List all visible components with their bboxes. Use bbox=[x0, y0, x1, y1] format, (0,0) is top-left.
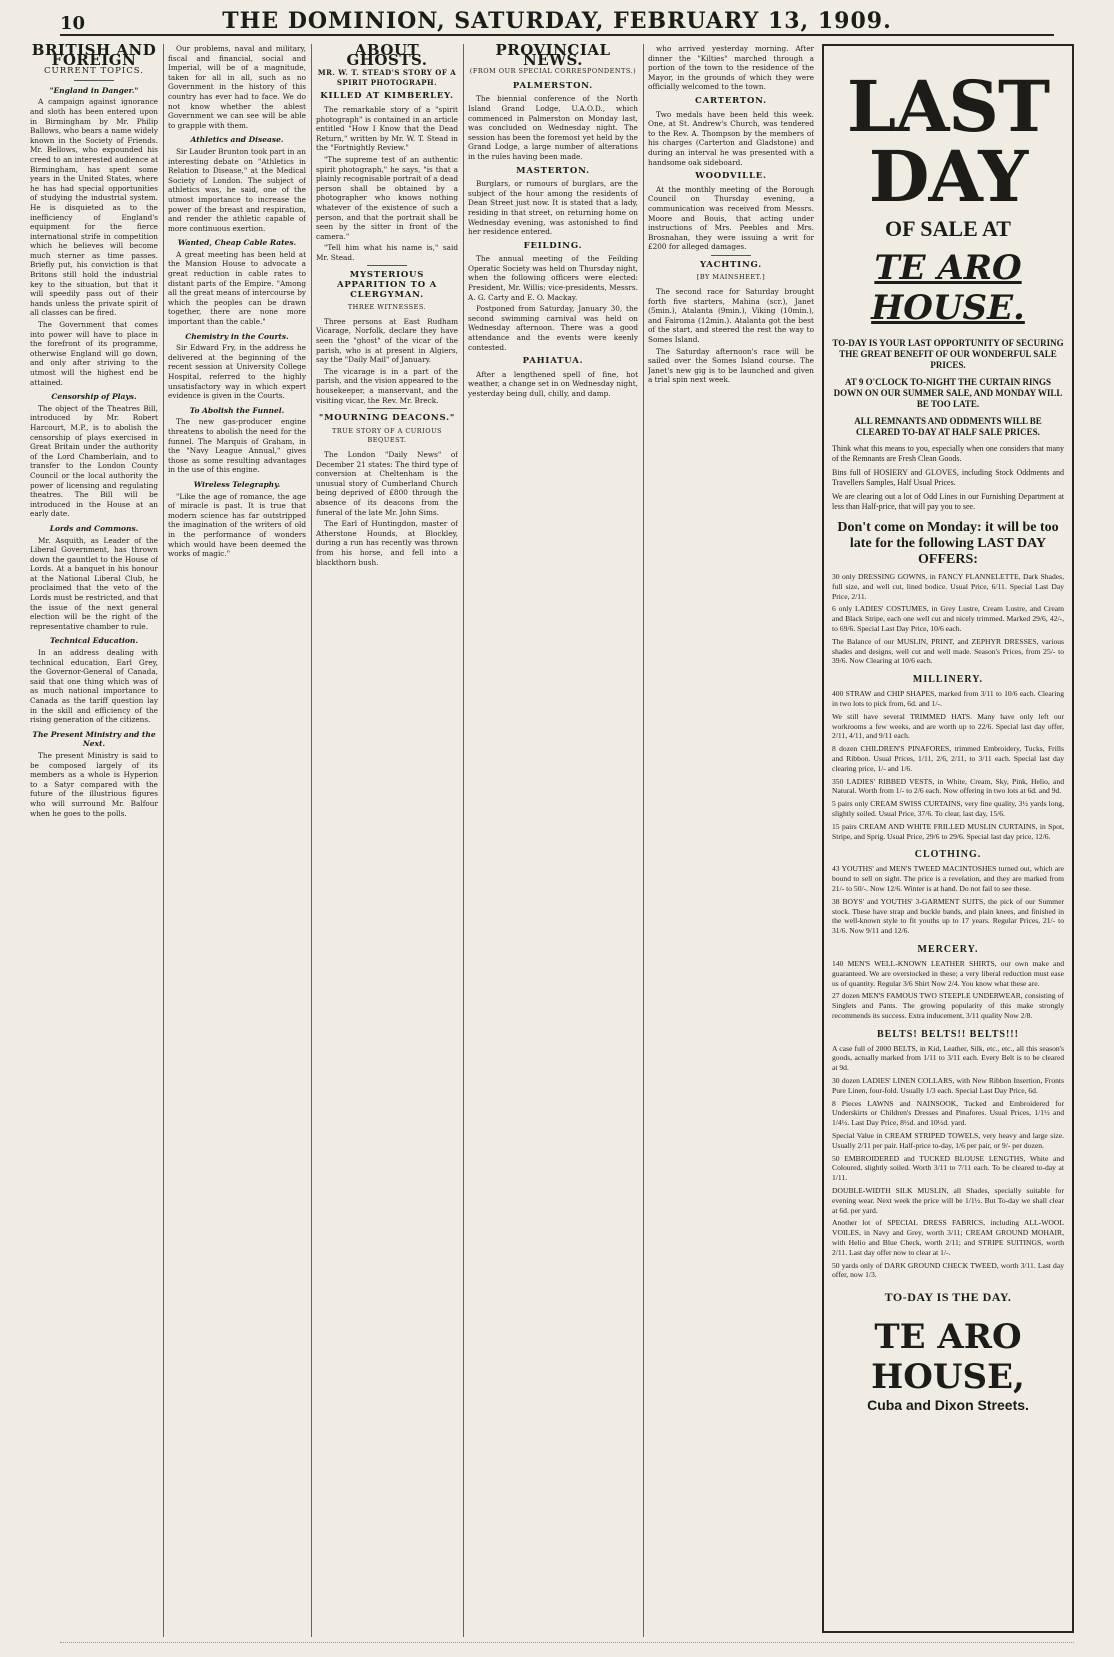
paragraph: At the monthly meeting of the Borough Council on Thursday evening, a communication was received from Messrs. Moore and Bouis, that acting under instructions of Mrs. Peebles and Mrs. Brosnahan, they were issuing a writ for £200 for alleged damages. bbox=[648, 184, 814, 252]
town-heading: PALMERSTON. bbox=[512, 80, 594, 91]
topic-heading: The Present Ministry and the Next. bbox=[32, 729, 156, 749]
kicker-heading: MYSTERIOUS APPARITION TO A CLERGYMAN. bbox=[336, 270, 438, 300]
paragraph: Burglars, or rumours of burglars, are the subject of the hour among the residents of Dean Street just now. It is stated that a lady, residing in that street, on returning home on Wednesday evening, was astonished to find her residence entered. bbox=[468, 179, 638, 237]
page-number: 10 bbox=[60, 13, 86, 34]
column-provincial-continued bbox=[648, 44, 814, 1637]
ad-item: Another lot of SPECIAL DRESS FABRICS, including ALL-WOOL VOILES, in Navy and Grey, worth 3/11; CREAM GROUND MOHAIR, with Helio and Blue Check, worth 2/11; and STRIPE SUITINGS, worth 2/11. Last day offer now to clear at 1/-. bbox=[832, 1218, 1064, 1257]
paragraph: A campaign against ignorance and sloth has been entered upon in Birmingham by Mr. Philip Ballows, who bears a name widely known in the Society of Friends. Mr. Bellows, who expounded his creed to an interested audience at Birmingham, has spent some years in the United States, where he has had special opportunities of studying the industrial system. He is disquieted as to the inefficiency of England's equipment for the fierce international strife in competition which he believes will become much sterner as time passes. Briefly put, his conviction is that Britons still hold the industrial key to the situation, but that it will speedily pass out of their hands unless the private spirit of all classes can be fired. bbox=[30, 97, 158, 318]
paragraph: The biennial conference of the North Island Grand Lodge, U.A.O.D., which commenced in Palmerston on Monday last, was concluded on Wednesday night. The session has been the foremost yet held by the Grand Lodge, a large number of alterations in the rules having been made. bbox=[468, 94, 638, 161]
ad-store-name: TE ARO HOUSE. bbox=[871, 248, 1025, 328]
topic-heading: Lords and Commons. bbox=[49, 523, 139, 533]
paragraph: "Like the age of romance, the age of miracle is past. It is true that modern science has far outstripped the imagination of the writers of old in the performance of wonders which would have been deemed the works of magic." bbox=[168, 491, 306, 559]
ad-notice: ALL REMNANTS AND ODDMENTS WILL BE CLEARED TO-DAY AT HALF SALE PRICES. bbox=[854, 416, 1042, 437]
town-heading: PAHIATUA. bbox=[522, 356, 584, 367]
paragraph: In an address dealing with technical education, Earl Grey, the Governor-General of Canada, said that one thing which was of as much national importance to Canada as the tariff question lay in the skill and efficiency of the rising generation of the citizens. bbox=[30, 648, 158, 725]
section-heading-yachting: YACHTING. bbox=[699, 259, 763, 270]
topic-heading: Athletics and Disease. bbox=[190, 135, 284, 145]
ad-dont-come-monday: Don't come on Monday: it will be too late for the following LAST DAY OFFERS: bbox=[837, 520, 1059, 567]
section-subheading: MR. W. T. STEAD'S STORY OF A SPIRIT PHOTOGRAPH. bbox=[317, 68, 457, 87]
column-provincial-news bbox=[468, 44, 638, 1637]
paragraph: The new gas-producer engine threatens to abolish the need for the funnel. The Marquis of Graham, in the "Navy League Annual," gives those as some resulting advantages in the use of this engine. bbox=[168, 417, 306, 475]
town-heading: CARTERTON. bbox=[695, 95, 767, 106]
ad-item: 30 only DRESSING GOWNS, in FANCY FLANNELETTE, Dark Shades, full size, and well cut, lined bodice. Usual Price, 6/11. Special Last Day Price, 2/11. bbox=[832, 572, 1064, 601]
paragraph: A great meeting has been held at the Mansion House to advocate a great reduction in cable rates to distant parts of the Empire. "Among all the great means of intercourse by which the peoples can be drawn together, there are none more important than the cable." bbox=[168, 249, 306, 327]
ad-item: 8 Pieces LAWNS and NAINSOOK, Tucked and Embroidered for Underskirts or Children's Dresses and Pinafores. Usual Prices, 1/1½ and 1/4½. Last Day Price, 8½d. and 10½d. yard. bbox=[832, 1098, 1064, 1128]
section-subheading: CURRENT TOPICS. bbox=[44, 66, 144, 77]
section-heading: PROVINCIAL NEWS. bbox=[495, 44, 611, 69]
topic-heading: Technical Education. bbox=[50, 636, 138, 646]
ad-section-millinery: MILLINERY. bbox=[912, 674, 984, 686]
ad-item: 15 pairs CREAM AND WHITE FRILLED MUSLIN CURTAINS, in Spot, Stripe, and Sprig. Usual Price, 29/6 to 29/6. Special last day price, 12/6. bbox=[832, 821, 1064, 841]
paragraph: The object of the Theatres Bill, introduced by Mr. Robert Harcourt, M.P., is to abolish the censorship of plays exercised in Great Britain under the authority of the Lord Chamberlain, and to transfer to the London County Council or the local authority the power of licensing and regulating theatres. The Bill will be introduced in the House at an early date. bbox=[30, 403, 158, 519]
ad-item: 30 dozen LADIES' LINEN COLLARS, with New Ribbon Insertion, Fronts Pure Linen, four-fold. Usually 1/3 each. Special Last Day Price, 6d. bbox=[832, 1076, 1064, 1095]
ad-item: 6 only LADIES' COSTUMES, in Grey Lustre, Cream Lustre, and Cream and Black Stripe, each one well cut and nicely trimmed. Marked 29/6, 42/-, to 69/6. Special Last Day Price, 10/6 each. bbox=[832, 604, 1064, 633]
topic-heading: Censorship of Plays. bbox=[51, 392, 137, 402]
paragraph: The London "Daily News" of December 21 states: The third type of conversion at Cheltenham is the unusual story of Cumberland Church being deprived of £800 through the absence of its deacons from the funeral of the late Mr. John Sims. bbox=[316, 449, 458, 517]
paragraph: Our problems, naval and military, fiscal and financial, social and Imperial, will be of a magnitude, taken for all in all, such as no Government in the history of this country has ever had to face. We do not know whether the ablest Government we can see will be able to grapple with them. bbox=[168, 44, 306, 130]
column-continued bbox=[168, 44, 306, 1637]
paragraph: The Saturday afternoon's race will be sailed over the Somes Island course. The Janet's new gig is to be launched and given a trial spin next week. bbox=[648, 346, 814, 385]
paragraph: Two medals have been held this week. One, at St. Andrew's Church, was tendered to the Rev. A. Thompson by the members of his charges (Carterton and Gladstone) and during an interval he was presented with a handsome oak sideboard. bbox=[648, 109, 814, 167]
topic-heading: Chemistry in the Courts. bbox=[185, 331, 289, 341]
ad-of-sale: OF SALE AT bbox=[885, 216, 1011, 241]
paragraph: Three persons at East Rudham Vicarage, Norfolk, declare they have seen the "ghost" of the vicar of the parish, who is at present in Algiers, say the "Daily Mail" of January. bbox=[316, 316, 458, 365]
bottom-divider bbox=[60, 1642, 1074, 1643]
newspaper-title: THE DOMINION, SATURDAY, FEBRUARY 13, 1909. bbox=[222, 8, 892, 34]
paragraph: "Tell him what his name is," said Mr. Stead. bbox=[316, 243, 458, 262]
ad-item: 5 pairs only CREAM SWISS CURTAINS, very fine quality, 3½ yards long, slightly soiled. Usual Price, 37/6. To clear, last day, 15/6. bbox=[832, 799, 1064, 818]
ad-item: 43 YOUTHS' and MEN'S TWEED MACINTOSHES turned out, which are bound to sell on sight. The price is a revelation, and they are marked from 21/- to 50/-. Now 12/6. Winter is at hand. Do not fail to see these. bbox=[832, 864, 1064, 893]
masthead bbox=[60, 8, 1054, 36]
ad-item: 400 STRAW and CHIP SHAPES, marked from 3/11 to 10/6 each. Clearing in two lots to pick from, 6d. and 1/-. bbox=[832, 689, 1064, 708]
ad-section-clothing: CLOTHING. bbox=[914, 849, 982, 861]
kicker-subheading: THREE WITNESSES. bbox=[347, 303, 427, 312]
ad-notice: AT 9 O'CLOCK TO-NIGHT THE CURTAIN RINGS DOWN ON OUR SUMMER SALE, AND MONDAY WILL BE TOO LATE. bbox=[833, 377, 1063, 409]
paragraph: The present Ministry is said to be composed largely of its members as a whole is Hyperion to a Satyr compared with the future of the illustrious figures who will surround Mr. Balfour when he goes to the polls. bbox=[30, 750, 158, 818]
ad-notice: TO-DAY IS YOUR LAST OPPORTUNITY OF SECURING THE GREAT BENEFIT OF OUR WONDERFUL SALE PRICES. bbox=[832, 338, 1064, 370]
ad-paragraph: Think what this means to you, especially when one considers that many of the Remnants are Fresh Clean Goods. bbox=[832, 444, 1064, 463]
town-heading: WOODVILLE. bbox=[695, 171, 767, 182]
paragraph: Sir Lauder Brunton took part in an interesting debate on "Athletics in Relation to Disease," at the Medical Society of London. The subject of athletics was, he said, one of the utmost importance to increase the power of the breast and respiration, and render the athletic capable of more continuous exertion. bbox=[168, 146, 306, 233]
ad-item: We still have several TRIMMED HATS. Many have only left our workrooms a few weeks, and are worth up to 22/6. Special last day offer, 2/11, 4/11, and 9/11 each. bbox=[832, 711, 1064, 741]
section-subheading: (FROM OUR SPECIAL CORRESPONDENTS.) bbox=[469, 67, 637, 76]
topic-heading: Wanted, Cheap Cable Rates. bbox=[177, 238, 297, 248]
topic-heading: Wireless Telegraphy. bbox=[193, 479, 281, 489]
town-heading: FEILDING. bbox=[523, 240, 583, 251]
paragraph: The second race for Saturday brought forth five starters, Mahina (scr.), Janet (5min.), Atalanta (9min.), Viking (10min.), and Fairoma (12min.). Atalanta got the best of the start, and steered the rest the way to Somes Island. bbox=[648, 287, 814, 345]
ad-item: 140 MEN'S WELL-KNOWN LEATHER SHIRTS, our own make and guaranteed. We are overstocked in these; a very liberal reduction must ease us of quantity. Regular 3/6 Shirt Now 2/4. You know what these are. bbox=[832, 958, 1064, 988]
ad-store-name-footer: TE ARO HOUSE, bbox=[871, 1317, 1025, 1398]
column-about-ghosts bbox=[316, 44, 458, 1637]
paragraph: Postponed from Saturday, January 30, the second swimming carnival was held on Wednesday afternoon. There was a good attendance and the events were keenly contested. bbox=[468, 304, 638, 352]
ad-item: 350 LADIES' RIBBED VESTS, in White, Cream, Sky, Pink, Helio, and Natural. Worth from 1/- to 2/6 each. Now offering in two lots at 6d. and 9d. bbox=[832, 776, 1064, 796]
te-aro-house-advertisement bbox=[822, 44, 1074, 1633]
byline: [BY MAINSHEET.] bbox=[696, 273, 766, 282]
paragraph: "The supreme test of an authentic spirit photograph," he says, "is that a plainly recognisable portrait of a dead person shall be obtained by a photographer who knows nothing whatever of the existence of such a person, and that the portrait shall be seen by the sitter in front of the camera." bbox=[316, 154, 458, 241]
kicker-heading: "MOURNING DEACONS." bbox=[318, 413, 456, 424]
kicker-subheading: TRUE STORY OF A CURIOUS BEQUEST. bbox=[331, 426, 443, 445]
ad-belts-heading: BELTS! BELTS!! BELTS!!! bbox=[877, 1028, 1019, 1040]
paragraph: The annual meeting of the Feilding Operatic Society was held on Thursday night, when the following officers were elected: President, Mr. Willis; vice-presidents, Messrs. A. G. Carty and E. O. Mackay. bbox=[468, 254, 638, 302]
ad-item: The Balance of our MUSLIN, PRINT, and ZEPHYR DRESSES, various shades and designs, well cut and well made. Season's Prices, from 25/- to 39/6. Now Clearing at 10/6 each. bbox=[832, 636, 1064, 666]
paragraph: The vicarage is in a part of the parish, and the vision appeared to the housekeeper, a manservant, and the visiting vicar, the Rev. Mr. Breck. bbox=[316, 366, 458, 405]
ad-item: 27 dozen MEN'S FAMOUS TWO STEEPLE UNDERWEAR, consisting of Singlets and Pants. The growing popularity of this make strongly recommends its success. Extra inducement, 3/11 quality Now 2/8. bbox=[832, 991, 1064, 1020]
section-heading: ABOUT GHOSTS. bbox=[346, 44, 428, 69]
ad-item: Special Value in CREAM STRIPED TOWELS, very heavy and large size. Usually 2/11 per pair. Half-price to-day, 1/6 per pair, or 9/- per dozen. bbox=[832, 1131, 1064, 1150]
ad-headline: LAST DAY bbox=[846, 65, 1050, 218]
paragraph: After a lengthened spell of fine, hot weather, a change set in on Wednesday night, yesterday being dull, chilly, and damp. bbox=[468, 369, 638, 398]
topic-heading: To Abolish the Funnel. bbox=[189, 405, 285, 415]
ad-item: DOUBLE-WIDTH SILK MUSLIN, all Shades, specially suitable for evening wear. Next week the price will be 1/1½. But To-day we shall clear at 6d. per yard. bbox=[832, 1186, 1064, 1215]
ad-item: A case full of 2000 BELTS, in Kid, Leather, Silk, etc., etc., all this season's goods, actually marked from 1/11 to 3/11 each. Every Belt is to be cleared at 9d. bbox=[832, 1043, 1064, 1073]
ad-paragraph: We are clearing out a lot of Odd Lines in our Furnishing Department at less than Half-price, that will pay you to see. bbox=[832, 492, 1064, 511]
ad-address: Cuba and Dixon Streets. bbox=[867, 1397, 1029, 1414]
ad-item: 50 EMBROIDERED and TUCKED BLOUSE LENGTHS, White and Coloured, slightly soiled. Worth 3/11 to 7/11 each. To be cleared to-day at 1/11. bbox=[832, 1153, 1064, 1183]
paragraph: who arrived yesterday morning. After dinner the "Kilties" marched through a portion of the town to the residence of the Mayor, in the grounds of which they were officially welcomed to the town. bbox=[648, 44, 814, 92]
column-british-foreign bbox=[30, 44, 158, 1637]
section-heading: BRITISH AND FOREIGN bbox=[31, 44, 157, 69]
ad-item: 8 dozen CHILDREN'S PINAFORES, trimmed Embroidery, Tucks, Frills and Ribbon. Usual Prices, 1/11, 2/6, 2/11, to 3/11 each. Special last day clearing price, 1/- and 1/6. bbox=[832, 744, 1064, 773]
paragraph: The remarkable story of a "spirit photograph" is contained in an article entitled "How I Know that the Dead Return," written by Mr. W. T. Stead in the "Fortnightly Review." bbox=[316, 104, 458, 153]
paragraph: The Earl of Huntingdon, master of Atherstone Hounds, at Blockley, during a run has recently was thrown from his horse, and fell into a blackthorn bush. bbox=[316, 519, 458, 567]
paragraph: The Government that comes into power will have to place in the forefront of its programme, otherwise England will go down, and only after striving to the utmost will the highest end be attained. bbox=[30, 320, 158, 387]
paragraph: Sir Edward Fry, in the address he delivered at the beginning of the recent session at University College Hospital, referred to the highly unsatisfactory way in which expert evidence is given in the Courts. bbox=[168, 343, 306, 401]
ad-section-mercery: MERCERY. bbox=[917, 943, 979, 955]
topic-heading: "England in Danger." bbox=[49, 85, 139, 95]
town-heading: MASTERTON. bbox=[516, 165, 590, 176]
ad-item: 50 yards only of DARK GROUND CHECK TWEED, worth 3/11. Last day offer, now 1/3. bbox=[832, 1260, 1064, 1280]
ad-item: 38 BOYS' and YOUTHS' 3-GARMENT SUITS, the pick of our Summer stock. These have strap and buckle bands, and plain knees, and finished in the well-known style to fit youths up to 17 years. Regular Prices, 21/- to 31/6. Now 9/11 and 12/6. bbox=[832, 896, 1064, 936]
ad-today-is-the-day: TO-DAY IS THE DAY. bbox=[884, 1290, 1012, 1305]
ad-paragraph: Bins full of HOSIERY and GLOVES, including Stock Oddments and Travellers Samples, Half Usual Prices. bbox=[832, 468, 1064, 487]
kicker-heading: KILLED AT KIMBERLEY. bbox=[320, 91, 454, 102]
paragraph: Mr. Asquith, as Leader of the Liberal Government, has thrown down the gauntlet to the House of Lords. At a banquet in his honour at the National Liberal Club, he proclaimed that the veto of the Lords must be restricted, and that the issue of the next general election will be the right of the representative chamber to rule. bbox=[30, 535, 158, 631]
